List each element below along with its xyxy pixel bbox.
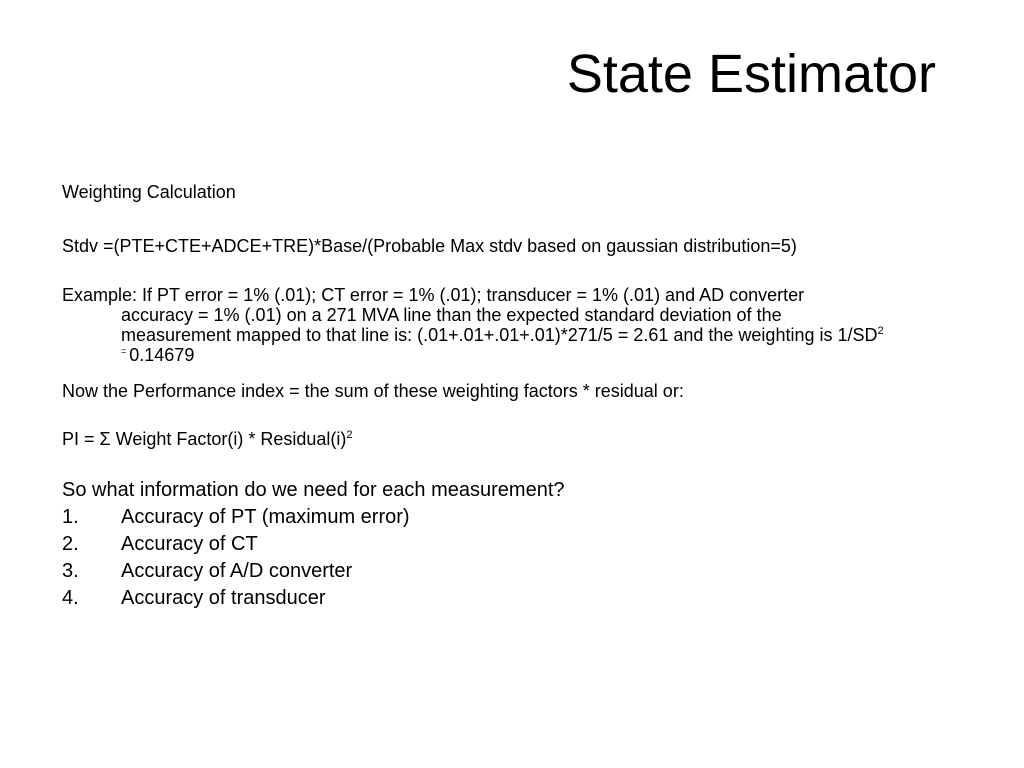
list-number: 1. [62, 506, 79, 528]
list-text: Accuracy of transducer [121, 587, 326, 609]
example-line-3 [62, 325, 962, 345]
equals-sign: = [121, 346, 127, 356]
weighting-result: 0.14679 [129, 345, 195, 365]
slide-title: State Estimator [566, 44, 936, 104]
example-line-2: accuracy = 1% (.01) on a 271 MVA line than the expected standard deviation of the [121, 305, 782, 325]
example-paragraph [62, 285, 962, 365]
list-text: Accuracy of PT (maximum error) [121, 506, 410, 528]
list-item [62, 505, 410, 529]
section-heading: Weighting Calculation [62, 182, 236, 202]
stdv-formula: Stdv =(PTE+CTE+ADCE+TRE)*Base/(Probable Max stdv based on gaussian distribution=5) [62, 236, 797, 256]
pi-superscript: 2 [346, 429, 353, 441]
list-item [62, 532, 258, 556]
example-line-4 [62, 345, 962, 365]
pi-formula-text: PI = Σ Weight Factor(i) * Residual(i) [62, 429, 347, 449]
list-item [62, 586, 326, 610]
list-text: Accuracy of CT [121, 533, 258, 555]
list-number: 2. [62, 533, 79, 555]
example-line-3-text: measurement mapped to that line is: (.01+.01+.01+.01)*271/5 = 2.61 and the weighting is 1/SD [121, 325, 878, 345]
list-number: 4. [62, 587, 79, 609]
list-item [62, 559, 352, 583]
squared-superscript: 2 [877, 325, 884, 337]
question-text: So what information do we need for each measurement? [62, 479, 565, 501]
example-line-1: Example: If PT error = 1% (.01); CT error = 1% (.01); transducer = 1% (.01) and AD converter [62, 285, 805, 305]
performance-index-text: Now the Performance index = the sum of these weighting factors * residual or: [62, 381, 684, 401]
list-number: 3. [62, 560, 79, 582]
pi-formula [62, 429, 353, 449]
list-text: Accuracy of A/D converter [121, 560, 353, 582]
